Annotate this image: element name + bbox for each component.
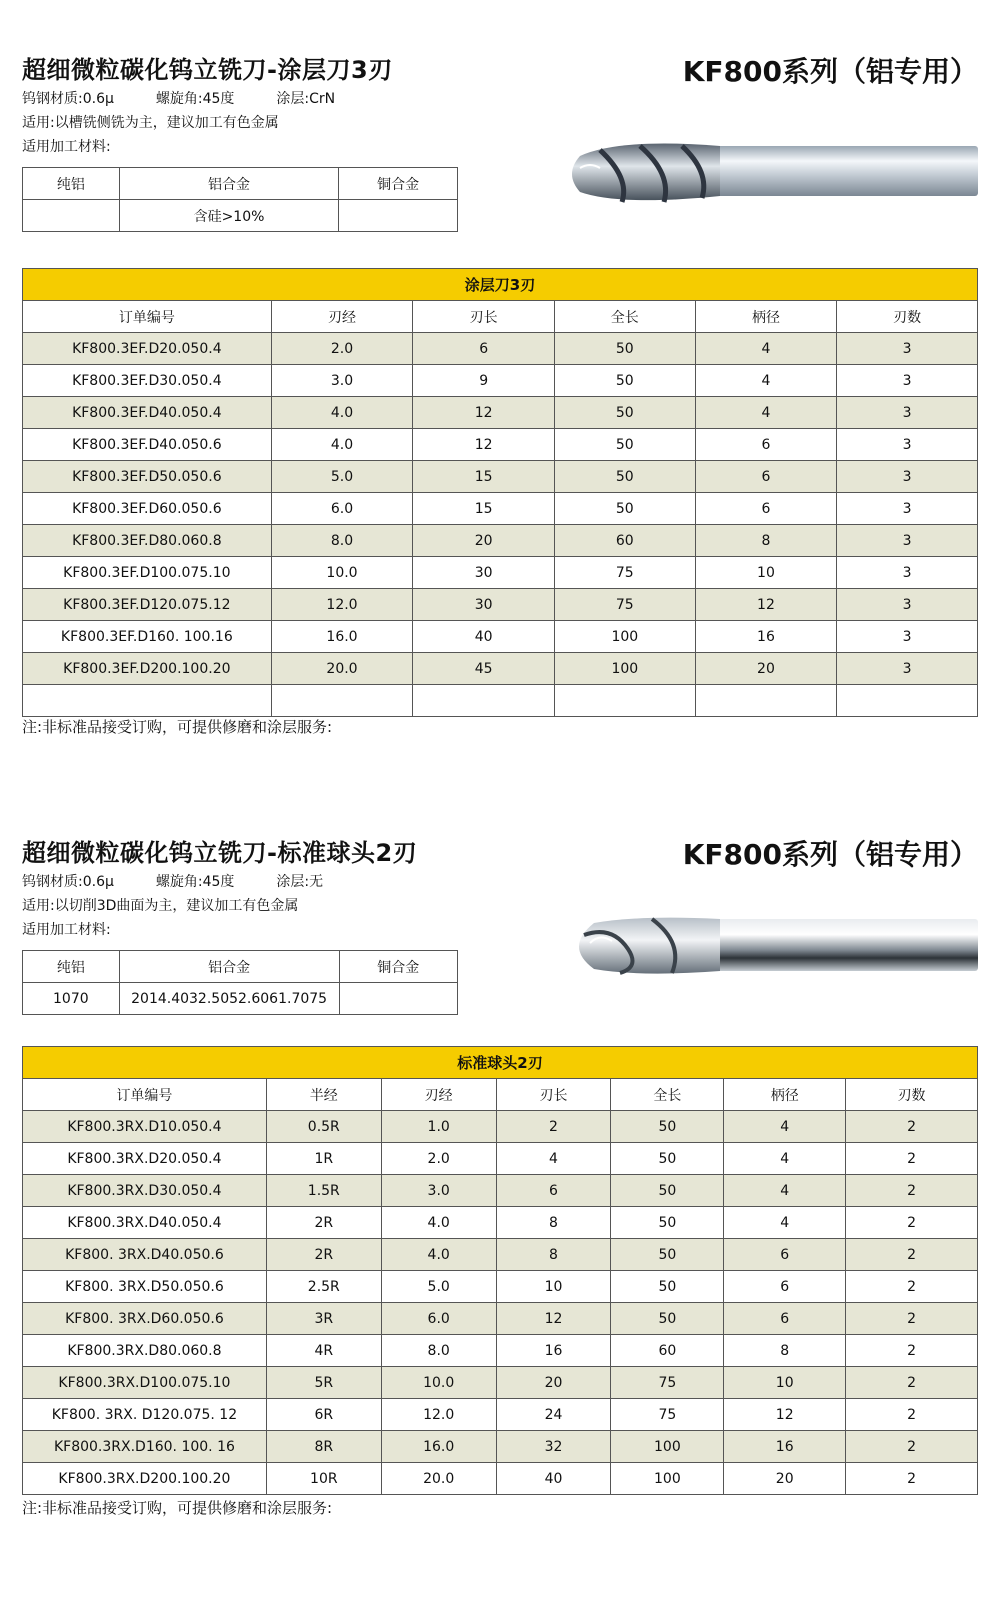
order-number-cell: [23, 685, 272, 717]
table-row: [23, 685, 978, 717]
value-cell: 12.0: [271, 589, 413, 621]
value-cell: 20: [695, 653, 837, 685]
value-cell: 8: [695, 525, 837, 557]
value-cell: [413, 685, 555, 717]
table-row: [23, 1239, 978, 1271]
value-cell: 2: [846, 1111, 978, 1143]
value-cell: 8: [496, 1239, 611, 1271]
value-cell: 2: [846, 1431, 978, 1463]
order-number-cell: KF800.3EF.D50.050.6: [23, 461, 272, 493]
value-cell: 50: [611, 1303, 724, 1335]
value-cell: 16: [724, 1431, 846, 1463]
value-cell: 4.0: [381, 1207, 496, 1239]
value-cell: 4.0: [271, 429, 413, 461]
series-label: KF800系列（铝专用）: [682, 838, 978, 871]
order-number-cell: KF800.3EF.D20.050.4: [23, 333, 272, 365]
column-header: 全长: [611, 1079, 724, 1111]
value-cell: 20: [496, 1367, 611, 1399]
value-cell: 40: [496, 1463, 611, 1495]
ball-nose-end-mill-image: [560, 903, 980, 993]
value-cell: 6: [413, 333, 555, 365]
value-cell: 6R: [266, 1399, 381, 1431]
table-row: [23, 1207, 978, 1239]
value-cell: 4: [724, 1207, 846, 1239]
value-cell: 20.0: [271, 653, 413, 685]
table-row: [23, 1367, 978, 1399]
value-cell: 8.0: [271, 525, 413, 557]
order-number-cell: KF800.3RX.D30.050.4: [23, 1175, 267, 1207]
materials-header: 铜合金: [339, 168, 458, 200]
usage-text: 适用:以槽铣侧铣为主，建议加工有色金属: [22, 115, 279, 131]
value-cell: 1.5R: [266, 1175, 381, 1207]
order-number-cell: KF800.3RX.D160. 100. 16: [23, 1431, 267, 1463]
value-cell: 6: [496, 1175, 611, 1207]
order-number-cell: KF800.3EF.D30.050.4: [23, 365, 272, 397]
value-cell: 3: [837, 557, 978, 589]
value-cell: 2R: [266, 1207, 381, 1239]
value-cell: 50: [611, 1175, 724, 1207]
value-cell: 2: [846, 1207, 978, 1239]
section-title: 超细微粒碳化钨立铣刀-涂层刀3刃: [22, 56, 393, 84]
value-cell: 8.0: [381, 1335, 496, 1367]
order-number-cell: KF800.3EF.D120.075.12: [23, 589, 272, 621]
table-header-row: [23, 301, 978, 333]
value-cell: 75: [611, 1399, 724, 1431]
value-cell: 2.0: [271, 333, 413, 365]
order-number-cell: KF800.3EF.D40.050.4: [23, 397, 272, 429]
value-cell: 3: [837, 365, 978, 397]
value-cell: 3: [837, 653, 978, 685]
value-cell: 4: [724, 1143, 846, 1175]
value-cell: 3R: [266, 1303, 381, 1335]
column-header: 刃经: [271, 301, 413, 333]
value-cell: 50: [611, 1207, 724, 1239]
column-header: 全长: [554, 301, 695, 333]
value-cell: 4: [695, 365, 837, 397]
value-cell: 16: [695, 621, 837, 653]
value-cell: 12: [695, 589, 837, 621]
value-cell: [837, 685, 978, 717]
table-row: [23, 1335, 978, 1367]
value-cell: 4R: [266, 1335, 381, 1367]
value-cell: 40: [413, 621, 555, 653]
spec-material: 钨钢材质:0.6μ: [22, 91, 114, 107]
value-cell: 50: [611, 1111, 724, 1143]
value-cell: 12: [413, 429, 555, 461]
table-row: [23, 333, 978, 365]
value-cell: 10: [496, 1271, 611, 1303]
value-cell: 8R: [266, 1431, 381, 1463]
order-number-cell: KF800.3EF.D80.060.8: [23, 525, 272, 557]
value-cell: 6.0: [271, 493, 413, 525]
footnote: 注:非标准品接受订购，可提供修磨和涂层服务:: [22, 718, 333, 736]
materials-table: [22, 167, 458, 232]
table-row: [23, 493, 978, 525]
value-cell: 50: [554, 333, 695, 365]
value-cell: 2.5R: [266, 1271, 381, 1303]
table-header-row: [23, 1079, 978, 1111]
value-cell: 9: [413, 365, 555, 397]
value-cell: 8: [724, 1335, 846, 1367]
table-row: [23, 1431, 978, 1463]
table-row: [23, 653, 978, 685]
value-cell: [271, 685, 413, 717]
value-cell: 12: [496, 1303, 611, 1335]
value-cell: 32: [496, 1431, 611, 1463]
value-cell: 3: [837, 429, 978, 461]
table-row: [23, 1175, 978, 1207]
table-row: [23, 525, 978, 557]
value-cell: 2R: [266, 1239, 381, 1271]
value-cell: 50: [554, 397, 695, 429]
value-cell: 2: [496, 1111, 611, 1143]
value-cell: 3: [837, 397, 978, 429]
value-cell: [554, 685, 695, 717]
column-header: 刃数: [837, 301, 978, 333]
end-mill-3-flute-image: [560, 128, 980, 218]
materials-header-row: [23, 951, 458, 983]
order-number-cell: KF800.3EF.D160. 100.16: [23, 621, 272, 653]
section-title: 超细微粒碳化钨立铣刀-标准球头2刃: [22, 839, 418, 867]
value-cell: 75: [554, 589, 695, 621]
spec-coating: 涂层:无: [276, 874, 324, 890]
value-cell: 12: [413, 397, 555, 429]
materials-header: 铝合金: [119, 951, 339, 983]
order-number-cell: KF800. 3RX.D50.050.6: [23, 1271, 267, 1303]
value-cell: 6: [695, 461, 837, 493]
table-row: [23, 1271, 978, 1303]
value-cell: 4: [724, 1111, 846, 1143]
value-cell: 50: [554, 461, 695, 493]
order-number-cell: KF800.3EF.D60.050.6: [23, 493, 272, 525]
value-cell: 50: [554, 365, 695, 397]
spec-coating: 涂层:CrN: [276, 91, 336, 107]
materials-header: 纯铝: [23, 951, 120, 983]
order-number-cell: KF800. 3RX. D120.075. 12: [23, 1399, 267, 1431]
order-number-cell: KF800. 3RX.D40.050.6: [23, 1239, 267, 1271]
value-cell: 2: [846, 1239, 978, 1271]
value-cell: 10: [724, 1367, 846, 1399]
spec-helix: 螺旋角:45度: [155, 874, 235, 890]
table-row: [23, 1303, 978, 1335]
column-header: 刃经: [381, 1079, 496, 1111]
value-cell: 0.5R: [266, 1111, 381, 1143]
materials-table: [22, 950, 458, 1015]
value-cell: 24: [496, 1399, 611, 1431]
value-cell: 3: [837, 621, 978, 653]
value-cell: 15: [413, 461, 555, 493]
value-cell: 6.0: [381, 1303, 496, 1335]
materials-header: 纯铝: [23, 168, 120, 200]
value-cell: 100: [554, 653, 695, 685]
spec-helix: 螺旋角:45度: [155, 91, 235, 107]
value-cell: 3: [837, 493, 978, 525]
value-cell: 50: [611, 1271, 724, 1303]
table-caption-row: [23, 1047, 978, 1079]
column-header: 订单编号: [23, 301, 272, 333]
table-row: [23, 1143, 978, 1175]
table-caption: 涂层刀3刃: [23, 269, 978, 301]
value-cell: 5R: [266, 1367, 381, 1399]
order-number-cell: KF800.3RX.D100.075.10: [23, 1367, 267, 1399]
materials-value-row: [23, 200, 458, 232]
value-cell: 15: [413, 493, 555, 525]
value-cell: 3: [837, 525, 978, 557]
column-header: 订单编号: [23, 1079, 267, 1111]
value-cell: 60: [554, 525, 695, 557]
materials-header: 铝合金: [119, 168, 339, 200]
value-cell: 100: [611, 1463, 724, 1495]
order-number-cell: KF800.3RX.D40.050.4: [23, 1207, 267, 1239]
value-cell: 50: [611, 1239, 724, 1271]
materials-value: 2014.4032.5052.6061.7075: [119, 983, 339, 1015]
column-header: 刃长: [496, 1079, 611, 1111]
footnote: 注:非标准品接受订购，可提供修磨和涂层服务:: [22, 1499, 333, 1517]
value-cell: 30: [413, 589, 555, 621]
column-header: 刃数: [846, 1079, 978, 1111]
value-cell: 6: [724, 1303, 846, 1335]
value-cell: 50: [611, 1143, 724, 1175]
materials-header-row: [23, 168, 458, 200]
value-cell: 16: [496, 1335, 611, 1367]
order-number-cell: KF800. 3RX.D60.050.6: [23, 1303, 267, 1335]
table-row: [23, 365, 978, 397]
value-cell: 2.0: [381, 1143, 496, 1175]
value-cell: 5.0: [271, 461, 413, 493]
value-cell: 16.0: [381, 1431, 496, 1463]
value-cell: 75: [611, 1367, 724, 1399]
value-cell: 5.0: [381, 1271, 496, 1303]
table-row: [23, 557, 978, 589]
table-row: [23, 429, 978, 461]
table-caption: 标准球头2刃: [23, 1047, 978, 1079]
spec-table: [22, 268, 978, 717]
order-number-cell: KF800.3RX.D200.100.20: [23, 1463, 267, 1495]
table-row: [23, 397, 978, 429]
order-number-cell: KF800.3EF.D100.075.10: [23, 557, 272, 589]
value-cell: 100: [611, 1431, 724, 1463]
value-cell: 4: [496, 1143, 611, 1175]
value-cell: 6: [724, 1271, 846, 1303]
usage-text: 适用:以切削3D曲面为主，建议加工有色金属: [22, 898, 299, 914]
order-number-cell: KF800.3RX.D20.050.4: [23, 1143, 267, 1175]
materials-value-row: [23, 983, 458, 1015]
materials-label: 适用加工材料:: [22, 139, 111, 155]
value-cell: [695, 685, 837, 717]
value-cell: 4: [695, 397, 837, 429]
value-cell: 4.0: [271, 397, 413, 429]
value-cell: 6: [695, 493, 837, 525]
order-number-cell: KF800.3EF.D40.050.6: [23, 429, 272, 461]
value-cell: 20.0: [381, 1463, 496, 1495]
value-cell: 8: [496, 1207, 611, 1239]
column-header: 刃长: [413, 301, 555, 333]
value-cell: 2: [846, 1303, 978, 1335]
column-header: 柄径: [724, 1079, 846, 1111]
table-caption-row: [23, 269, 978, 301]
value-cell: 2: [846, 1399, 978, 1431]
table-row: [23, 1111, 978, 1143]
value-cell: 1.0: [381, 1111, 496, 1143]
value-cell: 100: [554, 621, 695, 653]
value-cell: 6: [695, 429, 837, 461]
column-header: 半经: [266, 1079, 381, 1111]
series-label: KF800系列（铝专用）: [682, 55, 978, 88]
materials-value: [23, 200, 120, 232]
value-cell: 2: [846, 1271, 978, 1303]
value-cell: 4.0: [381, 1239, 496, 1271]
spec-material: 钨钢材质:0.6μ: [22, 874, 114, 890]
table-row: [23, 589, 978, 621]
value-cell: 75: [554, 557, 695, 589]
value-cell: 3.0: [271, 365, 413, 397]
order-number-cell: KF800.3EF.D200.100.20: [23, 653, 272, 685]
materials-value: [339, 983, 457, 1015]
value-cell: 10: [695, 557, 837, 589]
table-row: [23, 621, 978, 653]
value-cell: 30: [413, 557, 555, 589]
table-row: [23, 461, 978, 493]
materials-value: [339, 200, 458, 232]
value-cell: 10.0: [271, 557, 413, 589]
materials-label: 适用加工材料:: [22, 922, 111, 938]
value-cell: 3: [837, 461, 978, 493]
value-cell: 2: [846, 1367, 978, 1399]
order-number-cell: KF800.3RX.D10.050.4: [23, 1111, 267, 1143]
value-cell: 3: [837, 589, 978, 621]
column-header: 柄径: [695, 301, 837, 333]
materials-value: 含硅>10%: [119, 200, 339, 232]
value-cell: 4: [695, 333, 837, 365]
value-cell: 45: [413, 653, 555, 685]
value-cell: 16.0: [271, 621, 413, 653]
table-row: [23, 1463, 978, 1495]
value-cell: 50: [554, 429, 695, 461]
spec-line: [22, 88, 377, 108]
order-number-cell: KF800.3RX.D80.060.8: [23, 1335, 267, 1367]
value-cell: 3.0: [381, 1175, 496, 1207]
value-cell: 4: [724, 1175, 846, 1207]
value-cell: 2: [846, 1335, 978, 1367]
value-cell: 50: [554, 493, 695, 525]
value-cell: 12.0: [381, 1399, 496, 1431]
spec-table: [22, 1046, 978, 1495]
value-cell: 12: [724, 1399, 846, 1431]
materials-header: 铜合金: [339, 951, 457, 983]
value-cell: 1R: [266, 1143, 381, 1175]
value-cell: 6: [724, 1239, 846, 1271]
spec-line: [22, 871, 365, 891]
value-cell: 2: [846, 1143, 978, 1175]
value-cell: 20: [413, 525, 555, 557]
value-cell: 10.0: [381, 1367, 496, 1399]
value-cell: 60: [611, 1335, 724, 1367]
value-cell: 2: [846, 1175, 978, 1207]
value-cell: 20: [724, 1463, 846, 1495]
table-row: [23, 1399, 978, 1431]
value-cell: 2: [846, 1463, 978, 1495]
value-cell: 3: [837, 333, 978, 365]
materials-value: 1070: [23, 983, 120, 1015]
value-cell: 10R: [266, 1463, 381, 1495]
